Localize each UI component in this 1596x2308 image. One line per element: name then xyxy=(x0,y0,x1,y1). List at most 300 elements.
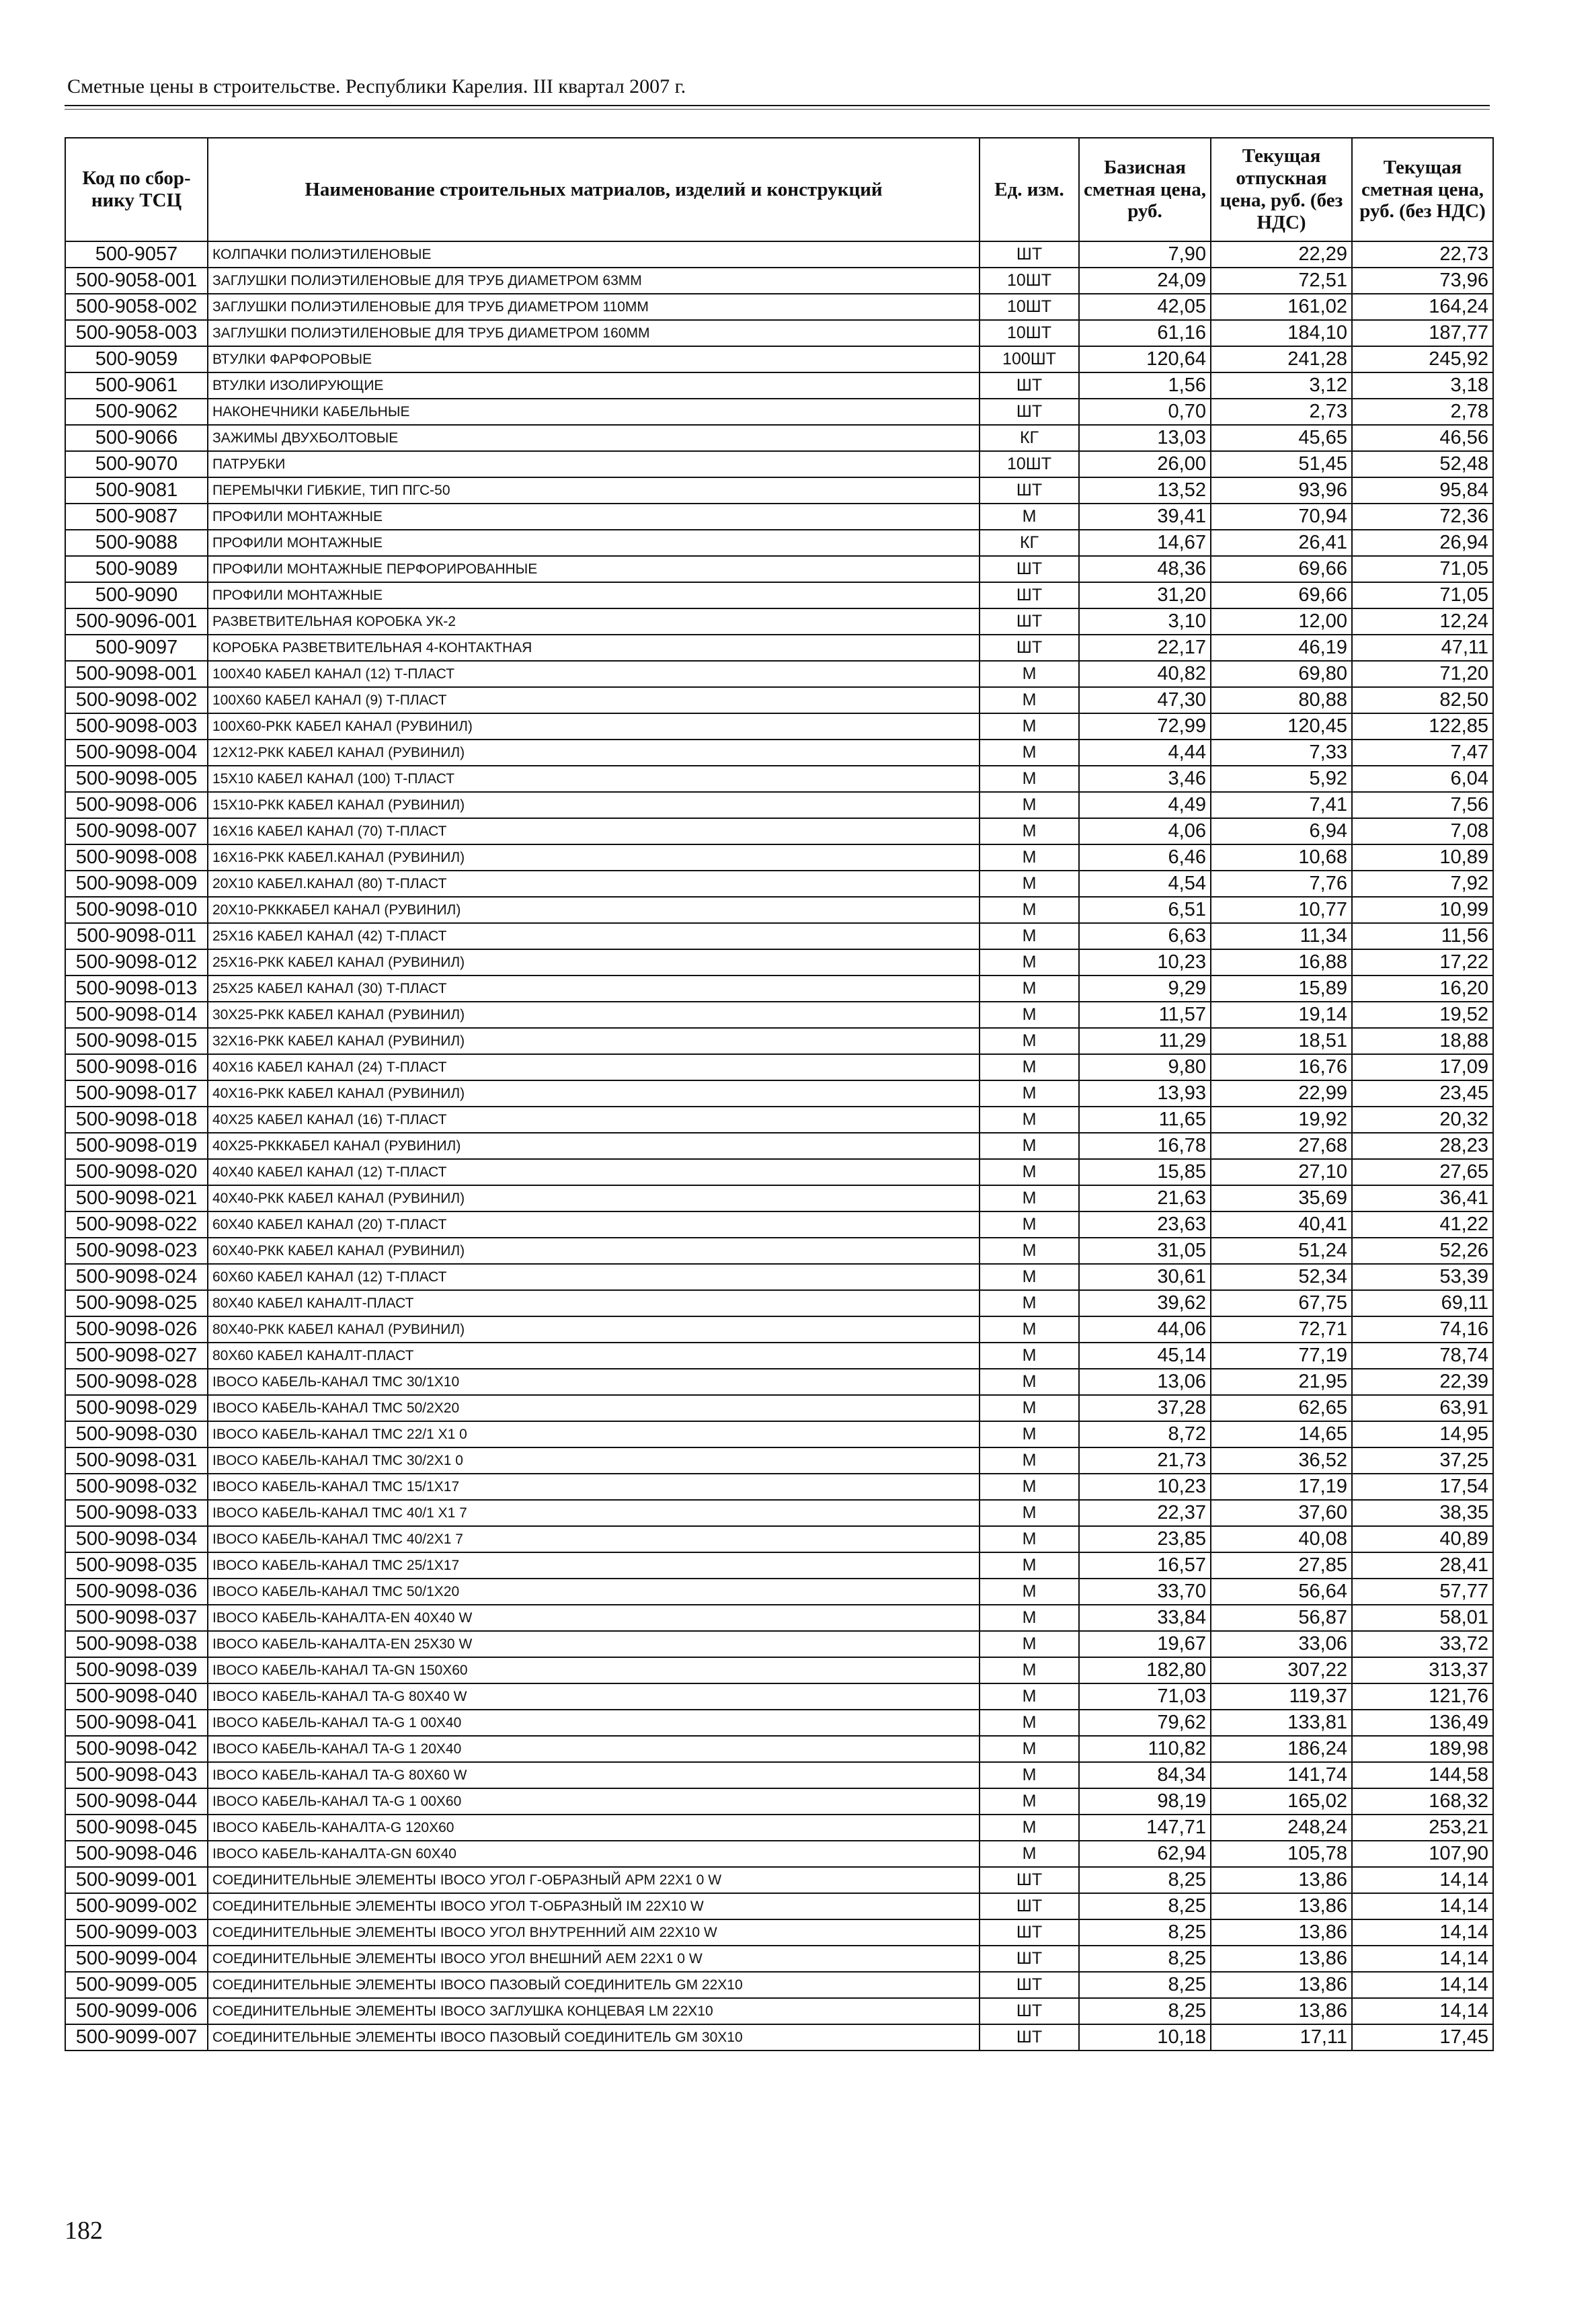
cell-unit: М xyxy=(980,1290,1079,1316)
cell-base-price: 61,16 xyxy=(1079,320,1211,346)
cell-release-price: 37,60 xyxy=(1211,1500,1352,1526)
cell-code: 500-9098-003 xyxy=(65,713,208,740)
cell-code: 500-9098-032 xyxy=(65,1474,208,1500)
table-row xyxy=(65,451,1493,477)
cell-code: 500-9098-017 xyxy=(65,1080,208,1107)
cell-unit: ШТ xyxy=(980,1867,1079,1893)
cell-estimate-price: 12,24 xyxy=(1352,608,1493,635)
cell-unit: ШТ xyxy=(980,477,1079,504)
cell-unit: М xyxy=(980,1369,1079,1395)
column-header-code: Код по сбор-нику ТСЦ xyxy=(65,138,208,241)
cell-estimate-price: 136,49 xyxy=(1352,1710,1493,1736)
cell-name: 100X60 КАБЕЛ КАНАЛ (9) Т-ПЛАСТ xyxy=(208,687,980,713)
column-header-base-price: Базисная сметная цена, руб. xyxy=(1079,138,1211,241)
cell-release-price: 161,02 xyxy=(1211,294,1352,320)
cell-code: 500-9098-034 xyxy=(65,1526,208,1552)
table-row xyxy=(65,1657,1493,1683)
cell-unit: М xyxy=(980,897,1079,923)
table-row xyxy=(65,818,1493,844)
cell-base-price: 33,84 xyxy=(1079,1605,1211,1631)
table-row xyxy=(65,1815,1493,1841)
cell-base-price: 7,90 xyxy=(1079,241,1211,268)
cell-code: 500-9098-022 xyxy=(65,1211,208,1238)
cell-estimate-price: 7,47 xyxy=(1352,740,1493,766)
cell-code: 500-9099-002 xyxy=(65,1893,208,1919)
cell-name: 40X40-РКК КАБЕЛ КАНАЛ (РУВИНИЛ) xyxy=(208,1185,980,1211)
cell-release-price: 27,85 xyxy=(1211,1552,1352,1579)
cell-release-price: 13,86 xyxy=(1211,1998,1352,2024)
cell-code: 500-9098-026 xyxy=(65,1316,208,1343)
cell-code: 500-9098-040 xyxy=(65,1683,208,1710)
cell-release-price: 7,41 xyxy=(1211,792,1352,818)
cell-name: ПРОФИЛИ МОНТАЖНЫЕ xyxy=(208,530,980,556)
cell-estimate-price: 14,14 xyxy=(1352,1946,1493,1972)
cell-code: 500-9098-033 xyxy=(65,1500,208,1526)
cell-estimate-price: 26,94 xyxy=(1352,530,1493,556)
cell-code: 500-9098-035 xyxy=(65,1552,208,1579)
cell-unit: М xyxy=(980,1710,1079,1736)
cell-code: 500-9099-004 xyxy=(65,1946,208,1972)
cell-release-price: 307,22 xyxy=(1211,1657,1352,1683)
cell-base-price: 39,62 xyxy=(1079,1290,1211,1316)
cell-unit: М xyxy=(980,1579,1079,1605)
cell-name: IBOCO КАБЕЛЬ-КАНАЛ TA-GN 150X60 xyxy=(208,1657,980,1683)
price-table xyxy=(65,137,1494,2051)
cell-release-price: 80,88 xyxy=(1211,687,1352,713)
table-row xyxy=(65,2024,1493,2051)
cell-name: 100X60-РКК КАБЕЛ КАНАЛ (РУВИНИЛ) xyxy=(208,713,980,740)
cell-release-price: 2,73 xyxy=(1211,399,1352,425)
cell-release-price: 7,76 xyxy=(1211,871,1352,897)
cell-unit: М xyxy=(980,923,1079,949)
table-row xyxy=(65,1185,1493,1211)
table-row xyxy=(65,1579,1493,1605)
cell-base-price: 3,10 xyxy=(1079,608,1211,635)
table-row xyxy=(65,556,1493,582)
column-header-name: Наименование строительных матриалов, изделий и конструкций xyxy=(208,138,980,241)
cell-unit: М xyxy=(980,1028,1079,1054)
cell-name: IBOCO КАБЕЛЬ-КАНАЛ TA-G 1 00X40 xyxy=(208,1710,980,1736)
cell-estimate-price: 245,92 xyxy=(1352,346,1493,372)
cell-release-price: 69,66 xyxy=(1211,582,1352,608)
cell-estimate-price: 38,35 xyxy=(1352,1500,1493,1526)
table-row xyxy=(65,1159,1493,1185)
cell-estimate-price: 27,65 xyxy=(1352,1159,1493,1185)
cell-code: 500-9098-013 xyxy=(65,976,208,1002)
cell-code: 500-9098-018 xyxy=(65,1107,208,1133)
cell-name: КОРОБКА РАЗВЕТВИТЕЛЬНАЯ 4-КОНТАКТНАЯ xyxy=(208,635,980,661)
cell-release-price: 165,02 xyxy=(1211,1788,1352,1815)
cell-code: 500-9098-004 xyxy=(65,740,208,766)
cell-estimate-price: 19,52 xyxy=(1352,1002,1493,1028)
cell-estimate-price: 78,74 xyxy=(1352,1343,1493,1369)
cell-release-price: 14,65 xyxy=(1211,1421,1352,1447)
cell-estimate-price: 168,32 xyxy=(1352,1788,1493,1815)
cell-unit: М xyxy=(980,818,1079,844)
cell-base-price: 45,14 xyxy=(1079,1343,1211,1369)
table-row xyxy=(65,976,1493,1002)
cell-unit: М xyxy=(980,1211,1079,1238)
cell-code: 500-9099-007 xyxy=(65,2024,208,2051)
cell-unit: ШТ xyxy=(980,241,1079,268)
cell-name: IBOCO КАБЕЛЬ-КАНАЛ TA-G 1 00X60 xyxy=(208,1788,980,1815)
cell-release-price: 69,80 xyxy=(1211,661,1352,687)
cell-name: IBOCO КАБЕЛЬ-КАНАЛТА-GN 60X40 xyxy=(208,1841,980,1867)
cell-base-price: 13,06 xyxy=(1079,1369,1211,1395)
cell-name: 80X60 КАБЕЛ КАНАЛТ-ПЛАСТ xyxy=(208,1343,980,1369)
cell-release-price: 13,86 xyxy=(1211,1919,1352,1946)
cell-release-price: 72,71 xyxy=(1211,1316,1352,1343)
cell-estimate-price: 7,92 xyxy=(1352,871,1493,897)
cell-unit: М xyxy=(980,1264,1079,1290)
cell-code: 500-9057 xyxy=(65,241,208,268)
cell-release-price: 19,92 xyxy=(1211,1107,1352,1133)
cell-estimate-price: 7,56 xyxy=(1352,792,1493,818)
table-row xyxy=(65,241,1493,268)
cell-code: 500-9089 xyxy=(65,556,208,582)
cell-base-price: 120,64 xyxy=(1079,346,1211,372)
cell-unit: ШТ xyxy=(980,399,1079,425)
cell-code: 500-9098-005 xyxy=(65,766,208,792)
cell-release-price: 5,92 xyxy=(1211,766,1352,792)
cell-estimate-price: 7,08 xyxy=(1352,818,1493,844)
cell-estimate-price: 6,04 xyxy=(1352,766,1493,792)
table-header-row xyxy=(65,138,1493,241)
cell-base-price: 98,19 xyxy=(1079,1788,1211,1815)
cell-release-price: 184,10 xyxy=(1211,320,1352,346)
cell-unit: М xyxy=(980,1841,1079,1867)
cell-unit: М xyxy=(980,766,1079,792)
cell-unit: ШТ xyxy=(980,556,1079,582)
cell-release-price: 10,68 xyxy=(1211,844,1352,871)
table-row xyxy=(65,1107,1493,1133)
cell-release-price: 241,28 xyxy=(1211,346,1352,372)
running-title: Сметные цены в строительстве. Республики Карелия. III квартал 2007 г. xyxy=(67,75,686,97)
cell-estimate-price: 18,88 xyxy=(1352,1028,1493,1054)
table-row xyxy=(65,346,1493,372)
cell-release-price: 19,14 xyxy=(1211,1002,1352,1028)
cell-release-price: 62,65 xyxy=(1211,1395,1352,1421)
cell-estimate-price: 14,14 xyxy=(1352,1998,1493,2024)
cell-base-price: 16,78 xyxy=(1079,1133,1211,1159)
cell-code: 500-9098-010 xyxy=(65,897,208,923)
cell-name: 15X10 КАБЕЛ КАНАЛ (100) Т-ПЛАСТ xyxy=(208,766,980,792)
cell-estimate-price: 33,72 xyxy=(1352,1631,1493,1657)
cell-unit: М xyxy=(980,1474,1079,1500)
column-header-current-release-price: Текущая отпускная цена, руб. (без НДС) xyxy=(1211,138,1352,241)
cell-estimate-price: 2,78 xyxy=(1352,399,1493,425)
cell-base-price: 10,23 xyxy=(1079,949,1211,976)
cell-release-price: 13,86 xyxy=(1211,1867,1352,1893)
cell-estimate-price: 14,14 xyxy=(1352,1972,1493,1998)
table-row xyxy=(65,766,1493,792)
cell-estimate-price: 52,48 xyxy=(1352,451,1493,477)
cell-release-price: 133,81 xyxy=(1211,1710,1352,1736)
cell-release-price: 6,94 xyxy=(1211,818,1352,844)
cell-estimate-price: 95,84 xyxy=(1352,477,1493,504)
cell-base-price: 8,25 xyxy=(1079,1946,1211,1972)
table-row xyxy=(65,1946,1493,1972)
table-row xyxy=(65,1133,1493,1159)
cell-code: 500-9099-006 xyxy=(65,1998,208,2024)
cell-unit: ШТ xyxy=(980,372,1079,399)
table-row xyxy=(65,713,1493,740)
table-row xyxy=(65,1028,1493,1054)
table-row xyxy=(65,1343,1493,1369)
cell-estimate-price: 17,22 xyxy=(1352,949,1493,976)
cell-release-price: 11,34 xyxy=(1211,923,1352,949)
cell-estimate-price: 72,36 xyxy=(1352,504,1493,530)
table-row xyxy=(65,425,1493,451)
cell-code: 500-9098-028 xyxy=(65,1369,208,1395)
cell-name: РАЗВЕТВИТЕЛЬНАЯ КОРОБКА УК-2 xyxy=(208,608,980,635)
cell-name: IBOCO КАБЕЛЬ-КАНАЛТА-G 120X60 xyxy=(208,1815,980,1841)
cell-code: 500-9088 xyxy=(65,530,208,556)
cell-unit: КГ xyxy=(980,530,1079,556)
cell-release-price: 67,75 xyxy=(1211,1290,1352,1316)
cell-name: 40X16 КАБЕЛ КАНАЛ (24) Т-ПЛАСТ xyxy=(208,1054,980,1080)
cell-release-price: 69,66 xyxy=(1211,556,1352,582)
cell-base-price: 1,56 xyxy=(1079,372,1211,399)
cell-code: 500-9098-030 xyxy=(65,1421,208,1447)
cell-estimate-price: 82,50 xyxy=(1352,687,1493,713)
cell-base-price: 14,67 xyxy=(1079,530,1211,556)
table-row xyxy=(65,740,1493,766)
table-row xyxy=(65,530,1493,556)
cell-base-price: 47,30 xyxy=(1079,687,1211,713)
cell-code: 500-9099-005 xyxy=(65,1972,208,1998)
cell-name: 12X12-РКК КАБЕЛ КАНАЛ (РУВИНИЛ) xyxy=(208,740,980,766)
cell-base-price: 79,62 xyxy=(1079,1710,1211,1736)
cell-unit: ШТ xyxy=(980,635,1079,661)
cell-unit: М xyxy=(980,1133,1079,1159)
cell-release-price: 22,99 xyxy=(1211,1080,1352,1107)
cell-name: 25X16 КАБЕЛ КАНАЛ (42) Т-ПЛАСТ xyxy=(208,923,980,949)
cell-release-price: 56,64 xyxy=(1211,1579,1352,1605)
cell-unit: ШТ xyxy=(980,582,1079,608)
cell-base-price: 39,41 xyxy=(1079,504,1211,530)
cell-name: КОЛПАЧКИ ПОЛИЭТИЛЕНОВЫЕ xyxy=(208,241,980,268)
cell-unit: М xyxy=(980,792,1079,818)
cell-estimate-price: 17,45 xyxy=(1352,2024,1493,2051)
cell-code: 500-9098-041 xyxy=(65,1710,208,1736)
header-rule xyxy=(65,105,1490,106)
table-row xyxy=(65,1841,1493,1867)
cell-code: 500-9098-029 xyxy=(65,1395,208,1421)
cell-base-price: 6,46 xyxy=(1079,844,1211,871)
cell-release-price: 56,87 xyxy=(1211,1605,1352,1631)
cell-name: ПРОФИЛИ МОНТАЖНЫЕ xyxy=(208,582,980,608)
cell-base-price: 30,61 xyxy=(1079,1264,1211,1290)
table-row xyxy=(65,1552,1493,1579)
cell-base-price: 21,73 xyxy=(1079,1447,1211,1474)
cell-estimate-price: 57,77 xyxy=(1352,1579,1493,1605)
cell-code: 500-9098-037 xyxy=(65,1605,208,1631)
cell-base-price: 6,51 xyxy=(1079,897,1211,923)
table-row xyxy=(65,897,1493,923)
cell-estimate-price: 74,16 xyxy=(1352,1316,1493,1343)
cell-name: ЗАГЛУШКИ ПОЛИЭТИЛЕНОВЫЕ ДЛЯ ТРУБ ДИАМЕТРОМ 160ММ xyxy=(208,320,980,346)
cell-estimate-price: 23,45 xyxy=(1352,1080,1493,1107)
cell-estimate-price: 11,56 xyxy=(1352,923,1493,949)
cell-release-price: 72,51 xyxy=(1211,268,1352,294)
cell-base-price: 16,57 xyxy=(1079,1552,1211,1579)
cell-name: НАКОНЕЧНИКИ КАБЕЛЬНЫЕ xyxy=(208,399,980,425)
cell-name: ЗАГЛУШКИ ПОЛИЭТИЛЕНОВЫЕ ДЛЯ ТРУБ ДИАМЕТРОМ 110ММ xyxy=(208,294,980,320)
cell-release-price: 70,94 xyxy=(1211,504,1352,530)
cell-code: 500-9098-009 xyxy=(65,871,208,897)
cell-code: 500-9098-038 xyxy=(65,1631,208,1657)
cell-code: 500-9098-042 xyxy=(65,1736,208,1762)
cell-estimate-price: 20,32 xyxy=(1352,1107,1493,1133)
cell-code: 500-9066 xyxy=(65,425,208,451)
cell-base-price: 8,25 xyxy=(1079,1919,1211,1946)
cell-name: 40X40 КАБЕЛ КАНАЛ (12) Т-ПЛАСТ xyxy=(208,1159,980,1185)
cell-base-price: 11,57 xyxy=(1079,1002,1211,1028)
cell-unit: М xyxy=(980,1657,1079,1683)
cell-release-price: 26,41 xyxy=(1211,530,1352,556)
table-row xyxy=(65,372,1493,399)
cell-unit: М xyxy=(980,1185,1079,1211)
cell-name: 20X10 КАБЕЛ.КАНАЛ (80) Т-ПЛАСТ xyxy=(208,871,980,897)
cell-estimate-price: 107,90 xyxy=(1352,1841,1493,1867)
cell-estimate-price: 71,20 xyxy=(1352,661,1493,687)
table-row xyxy=(65,1710,1493,1736)
cell-name: ЗАГЛУШКИ ПОЛИЭТИЛЕНОВЫЕ ДЛЯ ТРУБ ДИАМЕТРОМ 63ММ xyxy=(208,268,980,294)
cell-code: 500-9098-006 xyxy=(65,792,208,818)
table-row xyxy=(65,687,1493,713)
cell-name: СОЕДИНИТЕЛЬНЫЕ ЭЛЕМЕНТЫ IBOCO ЗАГЛУШКА КОНЦЕВАЯ LM 22X10 xyxy=(208,1998,980,2024)
table-row xyxy=(65,1447,1493,1474)
table-row xyxy=(65,871,1493,897)
cell-release-price: 120,45 xyxy=(1211,713,1352,740)
cell-unit: М xyxy=(980,1107,1079,1133)
table-row xyxy=(65,294,1493,320)
table-row xyxy=(65,949,1493,976)
table-body xyxy=(65,241,1493,2051)
cell-release-price: 13,86 xyxy=(1211,1972,1352,1998)
cell-base-price: 9,80 xyxy=(1079,1054,1211,1080)
cell-name: 25X25 КАБЕЛ КАНАЛ (30) Т-ПЛАСТ xyxy=(208,976,980,1002)
cell-name: IBOCO КАБЕЛЬ-КАНАЛ ТМС 40/1 X1 7 xyxy=(208,1500,980,1526)
table-row xyxy=(65,1474,1493,1500)
table-row xyxy=(65,1290,1493,1316)
cell-code: 500-9081 xyxy=(65,477,208,504)
cell-unit: КГ xyxy=(980,425,1079,451)
cell-code: 500-9098-007 xyxy=(65,818,208,844)
cell-code: 500-9098-019 xyxy=(65,1133,208,1159)
cell-base-price: 13,93 xyxy=(1079,1080,1211,1107)
cell-code: 500-9087 xyxy=(65,504,208,530)
cell-name: СОЕДИНИТЕЛЬНЫЕ ЭЛЕМЕНТЫ IBOCO УГОЛ ВНЕШНИЙ AEM 22X1 0 W xyxy=(208,1946,980,1972)
table-row xyxy=(65,477,1493,504)
cell-name: 60X60 КАБЕЛ КАНАЛ (12) Т-ПЛАСТ xyxy=(208,1264,980,1290)
cell-release-price: 52,34 xyxy=(1211,1264,1352,1290)
cell-name: 60X40-РКК КАБЕЛ КАНАЛ (РУВИНИЛ) xyxy=(208,1238,980,1264)
cell-release-price: 27,68 xyxy=(1211,1133,1352,1159)
table-row xyxy=(65,1316,1493,1343)
cell-base-price: 62,94 xyxy=(1079,1841,1211,1867)
table-row xyxy=(65,1421,1493,1447)
cell-base-price: 15,85 xyxy=(1079,1159,1211,1185)
cell-base-price: 26,00 xyxy=(1079,451,1211,477)
cell-estimate-price: 40,89 xyxy=(1352,1526,1493,1552)
cell-name: IBOCO КАБЕЛЬ-КАНАЛ ТМС 25/1X17 xyxy=(208,1552,980,1579)
cell-code: 500-9098-024 xyxy=(65,1264,208,1290)
cell-unit: М xyxy=(980,504,1079,530)
table-row xyxy=(65,504,1493,530)
cell-code: 500-9098-023 xyxy=(65,1238,208,1264)
cell-unit: М xyxy=(980,1631,1079,1657)
cell-unit: М xyxy=(980,844,1079,871)
table-row xyxy=(65,1736,1493,1762)
cell-release-price: 7,33 xyxy=(1211,740,1352,766)
cell-base-price: 10,23 xyxy=(1079,1474,1211,1500)
cell-release-price: 40,41 xyxy=(1211,1211,1352,1238)
cell-release-price: 15,89 xyxy=(1211,976,1352,1002)
table-row xyxy=(65,661,1493,687)
cell-release-price: 186,24 xyxy=(1211,1736,1352,1762)
cell-name: 32X16-РКК КАБЕЛ КАНАЛ (РУВИНИЛ) xyxy=(208,1028,980,1054)
cell-estimate-price: 71,05 xyxy=(1352,556,1493,582)
cell-estimate-price: 63,91 xyxy=(1352,1395,1493,1421)
cell-estimate-price: 313,37 xyxy=(1352,1657,1493,1683)
cell-unit: 10ШТ xyxy=(980,451,1079,477)
table-row xyxy=(65,1500,1493,1526)
cell-base-price: 11,29 xyxy=(1079,1028,1211,1054)
cell-base-price: 24,09 xyxy=(1079,268,1211,294)
cell-unit: ШТ xyxy=(980,1998,1079,2024)
cell-release-price: 35,69 xyxy=(1211,1185,1352,1211)
cell-code: 500-9098-001 xyxy=(65,661,208,687)
cell-code: 500-9070 xyxy=(65,451,208,477)
cell-name: IBOCO КАБЕЛЬ-КАНАЛ ТМС 50/1X20 xyxy=(208,1579,980,1605)
cell-release-price: 27,10 xyxy=(1211,1159,1352,1185)
table-row xyxy=(65,1762,1493,1788)
cell-estimate-price: 37,25 xyxy=(1352,1447,1493,1474)
column-header-current-estimate-price: Текущая сметная цена, руб. (без НДС) xyxy=(1352,138,1493,241)
cell-base-price: 6,63 xyxy=(1079,923,1211,949)
cell-release-price: 13,86 xyxy=(1211,1946,1352,1972)
cell-estimate-price: 73,96 xyxy=(1352,268,1493,294)
cell-estimate-price: 71,05 xyxy=(1352,582,1493,608)
cell-base-price: 31,20 xyxy=(1079,582,1211,608)
table-row xyxy=(65,1788,1493,1815)
cell-code: 500-9098-014 xyxy=(65,1002,208,1028)
cell-code: 500-9098-044 xyxy=(65,1788,208,1815)
cell-unit: М xyxy=(980,1526,1079,1552)
cell-estimate-price: 58,01 xyxy=(1352,1605,1493,1631)
cell-estimate-price: 22,73 xyxy=(1352,241,1493,268)
cell-base-price: 13,52 xyxy=(1079,477,1211,504)
cell-name: 30X25-РКК КАБЕЛ КАНАЛ (РУВИНИЛ) xyxy=(208,1002,980,1028)
cell-release-price: 40,08 xyxy=(1211,1526,1352,1552)
cell-name: ЗАЖИМЫ ДВУХБОЛТОВЫЕ xyxy=(208,425,980,451)
cell-name: 20X10-РКККАБЕЛ КАНАЛ (РУВИНИЛ) xyxy=(208,897,980,923)
cell-base-price: 22,17 xyxy=(1079,635,1211,661)
cell-name: IBOCO КАБЕЛЬ-КАНАЛ ТМС 40/2X1 7 xyxy=(208,1526,980,1552)
cell-base-price: 72,99 xyxy=(1079,713,1211,740)
table-row xyxy=(65,1867,1493,1893)
cell-unit: М xyxy=(980,1080,1079,1107)
cell-base-price: 147,71 xyxy=(1079,1815,1211,1841)
cell-name: 40X25 КАБЕЛ КАНАЛ (16) Т-ПЛАСТ xyxy=(208,1107,980,1133)
table-row xyxy=(65,635,1493,661)
cell-unit: М xyxy=(980,1447,1079,1474)
cell-name: 60X40 КАБЕЛ КАНАЛ (20) Т-ПЛАСТ xyxy=(208,1211,980,1238)
cell-name: СОЕДИНИТЕЛЬНЫЕ ЭЛЕМЕНТЫ IBOCO УГОЛ ВНУТРЕННИЙ AIM 22X10 W xyxy=(208,1919,980,1946)
cell-code: 500-9099-003 xyxy=(65,1919,208,1946)
